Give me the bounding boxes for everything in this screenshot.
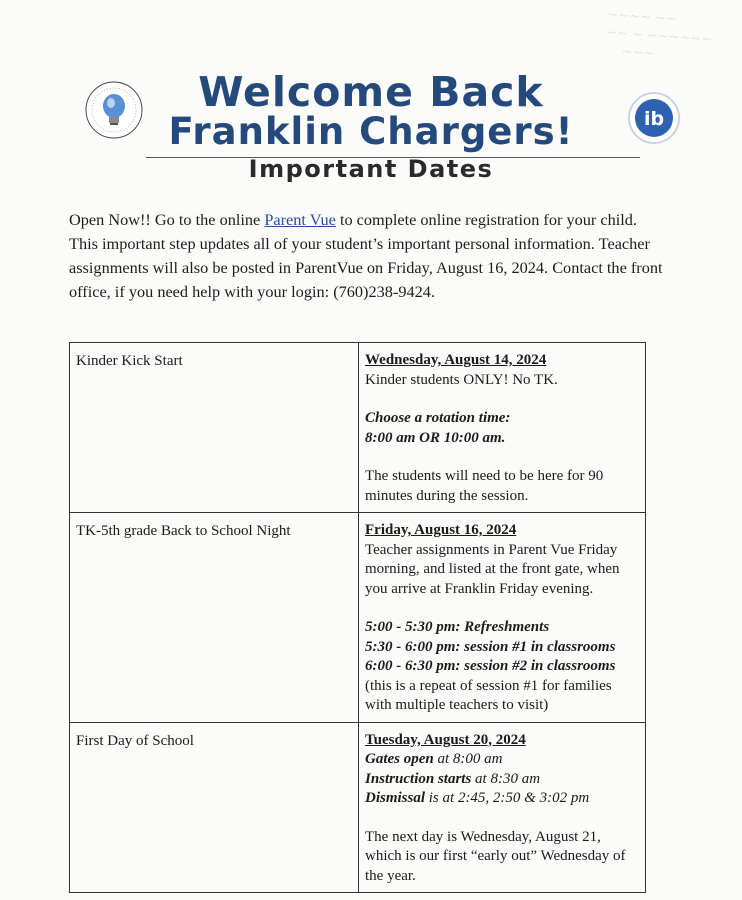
time-slot: 5:00 - 5:30 pm: Refreshments [365,619,550,635]
event-date: Wednesday, August 14, 2024 [365,352,547,368]
table-row [70,513,646,723]
event-name: First Day of School [70,722,359,893]
event-name: TK-5th grade Back to School Night [70,513,359,723]
event-details [359,722,646,893]
gates-open-time: at 8:00 am [433,751,503,767]
instruction-line [365,770,639,790]
instruction-time: at 8:30 am [471,770,541,787]
event-note: The students will need to be here for 90 minutes during the session. [365,468,604,504]
title-welcome-back: Welcome Back [198,68,544,116]
event-detail-line: Teacher assignments in Parent Vue Friday morning, and listed at the front gate, when you arrive at Franklin Friday evening. [365,541,620,597]
important-dates-table [69,342,646,893]
ib-logo-text: ib [643,108,665,130]
time-slot: 5:30 - 6:00 pm: session #1 in classrooms [365,638,616,655]
intro-text-start: Open Now!! Go to the online [69,210,265,229]
table-row [70,722,646,893]
dismissal-time: is at 2:45, 2:50 & 3:02 pm [425,790,590,806]
event-name: Kinder Kick Start [70,343,359,513]
parent-vue-link[interactable]: Parent Vue [264,210,336,229]
bleed-through-marks: ~~~~ ~~ ~~ ~ ~~~~~~ ~~~ [604,7,713,62]
intro-paragraph [69,208,669,304]
event-date: Tuesday, August 20, 2024 [365,731,526,748]
event-date: Friday, August 16, 2024 [365,522,517,538]
table-row [70,343,646,513]
instruction-label: Instruction starts [365,770,472,787]
dismissal-line [365,789,639,809]
rotation-prompt: Choose a rotation time: [365,410,511,426]
gates-open-label: Gates open [365,751,434,767]
subtitle-important-dates: Important Dates [248,155,494,183]
dismissal-label: Dismissal [365,790,426,806]
event-note: The next day is Wednesday, August 21, which is our first “early out” Wednesday of the year. [365,828,626,884]
title-franklin-chargers: Franklin Chargers! [168,110,574,153]
event-details [359,343,646,513]
rotation-times: 8:00 am OR 10:00 am. [365,429,506,446]
event-details [359,513,646,723]
event-note: (this is a repeat of session #1 for families with multiple teachers to visit) [365,677,612,713]
intro-text-end: to complete online registration for your child. This important step updates all of your student’s important personal information. Teacher assignments will also be posted in ParentVue on Friday, August 16, 2024. Contact the front office, if you need help with your login: (760)238-9424. [69,210,663,301]
gates-open-line [365,750,639,770]
time-slot: 6:00 - 6:30 pm: session #2 in classrooms [365,658,616,674]
event-detail-line: Kinder students ONLY! No TK. [365,371,558,388]
